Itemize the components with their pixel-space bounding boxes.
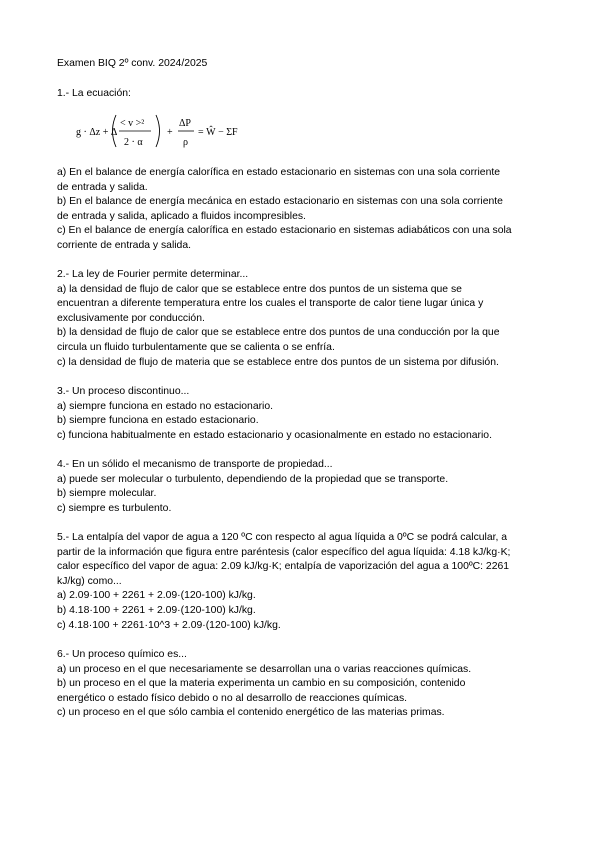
q2-option-a-line2: encuentran a diferente temperatura entre los cuales el transporte de calor tiene lugar única y (57, 298, 484, 310)
question-1-stem: 1.- La ecuación: (57, 88, 131, 99)
question-5 (57, 531, 557, 633)
exam-title: Examen BIQ 2º conv. 2024/2025 (57, 58, 208, 69)
question-3 (57, 385, 557, 443)
q2-option-a-line1: a) la densidad de flujo de calor que se establece entre dos puntos de un sistema que se (57, 283, 462, 295)
equation-dp: ΔP (179, 118, 191, 129)
q2-option-b-line1: b) la densidad de flujo de calor que se establece entre dos puntos de una conducción por la que (57, 327, 500, 339)
question-5-stem-line4: kJ/kg) como... (57, 575, 122, 587)
q4-option-a: a) puede ser molecular o turbulento, dependiendo de la propiedad que se transporte. (57, 473, 449, 485)
question-6 (57, 648, 557, 721)
q1-option-a-line2: de entrada y salida. (57, 181, 148, 193)
question-6-stem: 6.- Un proceso químico es... (57, 649, 187, 660)
q5-option-b: b) 4.18·100 + 2261 + 2.09·(120-100) kJ/kg. (57, 604, 256, 616)
question-5-stem-line1: 5.- La entalpía del vapor de agua a 120 ºC con respecto al agua líquida a 0ºC se podrá calcular, a (57, 532, 508, 543)
question-2 (57, 268, 557, 370)
q5-option-a: a) 2.09·100 + 2261 + 2.09·(120-100) kJ/kg. (57, 590, 256, 602)
q3-option-a: a) siempre funciona en estado no estacionario. (57, 400, 274, 412)
equation-rho: ρ (183, 137, 188, 148)
q4-option-c: c) siempre es turbulento. (57, 502, 172, 514)
equation-denominator: 2 · α (124, 137, 143, 148)
equation-plus: + (167, 127, 173, 138)
question-2-stem: 2.- La ley de Fourier permite determinar... (57, 269, 249, 280)
q2-option-c-line1: c) la densidad de flujo de materia que se establece entre dos puntos de un sistema por difusión. (57, 356, 499, 368)
q1-option-c-line1: c) En el balance de energía calorífica en estado estacionario en sistemas adiabáticos con una sola (57, 225, 512, 237)
equation-term-g-dz: g · Δz + Δ (76, 127, 118, 138)
question-1-options (57, 166, 557, 254)
right-paren (156, 115, 160, 147)
q5-option-c: c) 4.18·100 + 2261·10^3 + 2.09·(120-100) kJ/kg. (57, 619, 281, 631)
q2-option-b-line2: circula un fluido turbulentamente que se calienta o se enfría. (57, 341, 335, 353)
equation-rhs: = Ŵ − ΣF (198, 127, 238, 138)
question-4 (57, 458, 557, 516)
q3-option-b: b) siempre funciona en estado estacionario. (57, 415, 259, 427)
question-5-stem-line2: partir de la información que figura entre paréntesis (calor específico del agua líquida: 4.18 kJ/kg·K; (57, 546, 511, 558)
q6-option-b-line2: energético o estado físico debido o no al desarrollo de reacciones químicas. (57, 692, 408, 704)
q2-option-a-line3: exclusivamente por conducción. (57, 312, 205, 324)
q1-option-a-line1: a) En el balance de energía calorífica en estado estacionario en sistemas con una sola corriente (57, 167, 501, 178)
q1-option-b-line2: de entrada y salida, aplicado a fluidos incompresibles. (57, 210, 306, 222)
question-5-stem-line3: calor específico del vapor de agua: 2.09 kJ/kg·K; entalpía de vaporización del agua a 100ºC: 2261 (57, 561, 510, 573)
q1-option-c-line2: corriente de entrada y salida. (57, 239, 192, 251)
question-4-stem: 4.- En un sólido el mecanismo de transporte de propiedad... (57, 459, 333, 470)
question-1-equation (76, 108, 286, 154)
q4-option-b: b) siempre molecular. (57, 488, 157, 500)
q3-option-c: c) funciona habitualmente en estado estacionario y ocasionalmente en estado no estacionario. (57, 429, 492, 441)
q6-option-a: a) un proceso en el que necesariamente se desarrollan una o varias reacciones químicas. (57, 663, 472, 675)
equation-numerator: < v >² (120, 118, 145, 129)
q6-option-c: c) un proceso en el que sólo cambia el contenido energético de las materias primas. (57, 707, 445, 719)
q1-option-b-line1: b) En el balance de energía mecánica en estado estacionario en sistemas con una sola corriente (57, 196, 503, 208)
q6-option-b-line1: b) un proceso en el que la materia experimenta un cambio en su composición, contenido (57, 678, 466, 690)
question-3-stem: 3.- Un proceso discontinuo... (57, 386, 190, 397)
